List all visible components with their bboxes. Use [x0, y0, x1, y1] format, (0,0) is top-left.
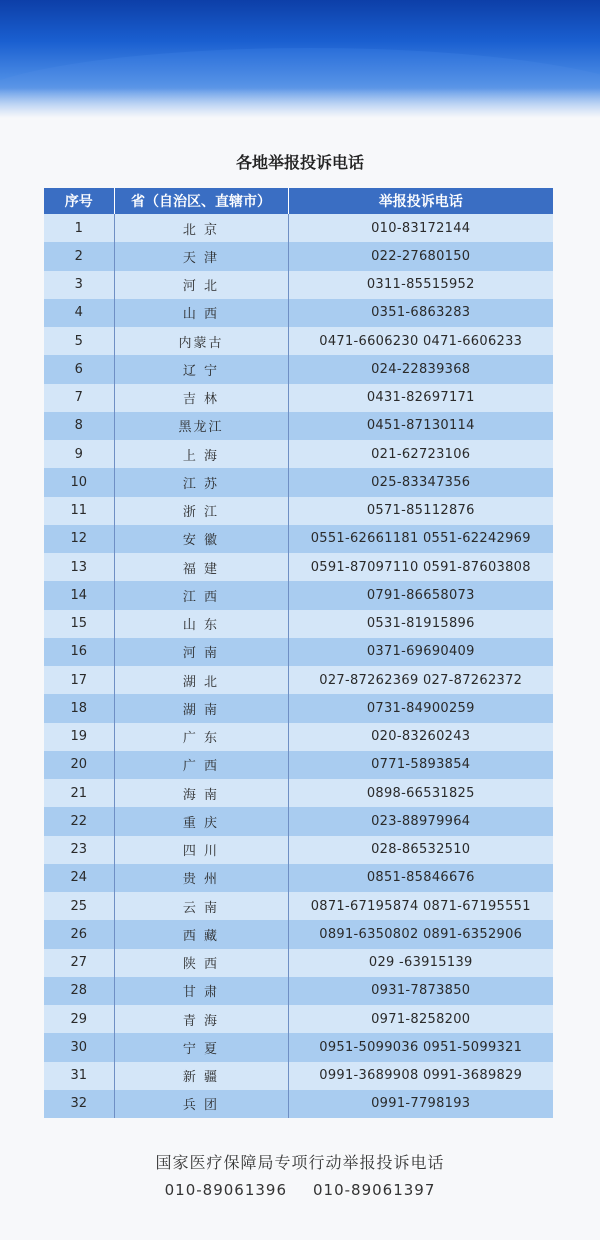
- row-province: 辽 宁: [114, 355, 288, 383]
- table-row: [44, 355, 553, 383]
- table-row: [44, 949, 553, 977]
- table-body: [44, 214, 553, 1118]
- page-title: 各地举报投诉电话: [235, 153, 364, 172]
- row-province: 江 西: [114, 581, 288, 609]
- row-phone: 0771-5893854: [288, 751, 553, 779]
- row-index: 1: [44, 214, 114, 242]
- row-province: 内蒙古: [114, 327, 288, 355]
- row-index: 21: [44, 779, 114, 807]
- row-phone: 0371-69690409: [288, 638, 553, 666]
- row-phone: 0891-6350802 0891-6352906: [288, 920, 553, 948]
- row-province: 福 建: [114, 553, 288, 581]
- header-province: 省（自治区、直辖市）: [114, 188, 288, 214]
- row-index: 25: [44, 892, 114, 920]
- row-province: 山 东: [114, 610, 288, 638]
- table-header-row: [44, 188, 553, 214]
- row-index: 6: [44, 355, 114, 383]
- table-row: [44, 497, 553, 525]
- row-province: 新 疆: [114, 1062, 288, 1090]
- row-province: 海 南: [114, 779, 288, 807]
- table-row: [44, 525, 553, 553]
- row-province: 河 南: [114, 638, 288, 666]
- table-row: [44, 638, 553, 666]
- row-phone: 0991-3689908 0991-3689829: [288, 1062, 553, 1090]
- row-phone: 0451-87130114: [288, 412, 553, 440]
- row-phone: 0351-6863283: [288, 299, 553, 327]
- row-index: 4: [44, 299, 114, 327]
- row-phone: 0431-82697171: [288, 384, 553, 412]
- row-phone: 023-88979964: [288, 807, 553, 835]
- row-province: 浙 江: [114, 497, 288, 525]
- table-row: [44, 1062, 553, 1090]
- row-index: 10: [44, 468, 114, 496]
- row-province: 湖 北: [114, 666, 288, 694]
- row-index: 11: [44, 497, 114, 525]
- row-phone: 0531-81915896: [288, 610, 553, 638]
- table-row: [44, 892, 553, 920]
- row-province: 兵 团: [114, 1090, 288, 1118]
- row-province: 西 藏: [114, 920, 288, 948]
- row-index: 12: [44, 525, 114, 553]
- row-index: 20: [44, 751, 114, 779]
- row-province: 甘 肃: [114, 977, 288, 1005]
- row-index: 18: [44, 694, 114, 722]
- table-row: [44, 1033, 553, 1061]
- row-index: 5: [44, 327, 114, 355]
- row-index: 26: [44, 920, 114, 948]
- row-index: 3: [44, 271, 114, 299]
- row-province: 广 东: [114, 723, 288, 751]
- row-phone: 0791-86658073: [288, 581, 553, 609]
- row-index: 8: [44, 412, 114, 440]
- row-province: 陕 西: [114, 949, 288, 977]
- row-province: 山 西: [114, 299, 288, 327]
- row-phone: 024-22839368: [288, 355, 553, 383]
- row-phone: 0731-84900259: [288, 694, 553, 722]
- row-province: 河 北: [114, 271, 288, 299]
- table-row: [44, 327, 553, 355]
- row-index: 2: [44, 242, 114, 270]
- table-row: [44, 977, 553, 1005]
- row-province: 宁 夏: [114, 1033, 288, 1061]
- row-province: 天 津: [114, 242, 288, 270]
- row-province: 湖 南: [114, 694, 288, 722]
- row-phone: 025-83347356: [288, 468, 553, 496]
- row-index: 15: [44, 610, 114, 638]
- table-row: [44, 751, 553, 779]
- table-row: [44, 1090, 553, 1118]
- row-index: 28: [44, 977, 114, 1005]
- row-phone: 029 -63915139: [288, 949, 553, 977]
- table-row: [44, 299, 553, 327]
- row-phone: 0971-8258200: [288, 1005, 553, 1033]
- row-index: 9: [44, 440, 114, 468]
- row-phone: 020-83260243: [288, 723, 553, 751]
- row-province: 青 海: [114, 1005, 288, 1033]
- table-row: [44, 1005, 553, 1033]
- row-index: 7: [44, 384, 114, 412]
- row-index: 23: [44, 836, 114, 864]
- row-index: 30: [44, 1033, 114, 1061]
- row-province: 吉 林: [114, 384, 288, 412]
- row-phone: 0551-62661181 0551-62242969: [288, 525, 553, 553]
- table-row: [44, 666, 553, 694]
- row-index: 22: [44, 807, 114, 835]
- table-row: [44, 384, 553, 412]
- row-phone: 0931-7873850: [288, 977, 553, 1005]
- row-province: 安 徽: [114, 525, 288, 553]
- table-row: [44, 468, 553, 496]
- row-index: 17: [44, 666, 114, 694]
- row-index: 16: [44, 638, 114, 666]
- row-phone: 010-83172144: [288, 214, 553, 242]
- row-index: 24: [44, 864, 114, 892]
- table-row: [44, 440, 553, 468]
- row-phone: 021-62723106: [288, 440, 553, 468]
- row-phone: 0991-7798193: [288, 1090, 553, 1118]
- row-phone: 022-27680150: [288, 242, 553, 270]
- table-row: [44, 864, 553, 892]
- row-province: 江 苏: [114, 468, 288, 496]
- footer: [0, 1150, 600, 1199]
- table-row: [44, 412, 553, 440]
- table-row: [44, 581, 553, 609]
- row-phone: 0898-66531825: [288, 779, 553, 807]
- row-index: 31: [44, 1062, 114, 1090]
- row-province: 黑龙江: [114, 412, 288, 440]
- table-row: [44, 553, 553, 581]
- footer-phone-2: 010-89061397: [313, 1181, 436, 1199]
- table-row: [44, 214, 553, 242]
- table-row: [44, 920, 553, 948]
- row-index: 27: [44, 949, 114, 977]
- row-phone: 0471-6606230 0471-6606233: [288, 327, 553, 355]
- table-row: [44, 836, 553, 864]
- row-province: 广 西: [114, 751, 288, 779]
- row-phone: 0951-5099036 0951-5099321: [288, 1033, 553, 1061]
- top-banner: [0, 0, 600, 118]
- row-phone: 0871-67195874 0871-67195551: [288, 892, 553, 920]
- row-province: 贵 州: [114, 864, 288, 892]
- row-province: 上 海: [114, 440, 288, 468]
- row-index: 32: [44, 1090, 114, 1118]
- row-province: 四 川: [114, 836, 288, 864]
- table-row: [44, 610, 553, 638]
- row-phone: 027-87262369 027-87262372: [288, 666, 553, 694]
- row-phone: 0571-85112876: [288, 497, 553, 525]
- table-row: [44, 779, 553, 807]
- row-province: 重 庆: [114, 807, 288, 835]
- footer-title: 国家医疗保障局专项行动举报投诉电话: [155, 1153, 445, 1172]
- table-row: [44, 723, 553, 751]
- row-phone: 0591-87097110 0591-87603808: [288, 553, 553, 581]
- row-index: 29: [44, 1005, 114, 1033]
- footer-phone-1: 010-89061396: [164, 1181, 287, 1199]
- row-province: 云 南: [114, 892, 288, 920]
- banner-fade: [0, 88, 600, 118]
- footer-phones: [0, 1181, 600, 1199]
- row-index: 19: [44, 723, 114, 751]
- row-province: 北 京: [114, 214, 288, 242]
- header-phone: 举报投诉电话: [288, 188, 553, 214]
- table-row: [44, 242, 553, 270]
- row-index: 13: [44, 553, 114, 581]
- hotline-table: [44, 188, 553, 1118]
- header-index: 序号: [44, 188, 114, 214]
- row-phone: 028-86532510: [288, 836, 553, 864]
- table-row: [44, 271, 553, 299]
- row-phone: 0851-85846676: [288, 864, 553, 892]
- table-row: [44, 694, 553, 722]
- row-index: 14: [44, 581, 114, 609]
- table-row: [44, 807, 553, 835]
- row-phone: 0311-85515952: [288, 271, 553, 299]
